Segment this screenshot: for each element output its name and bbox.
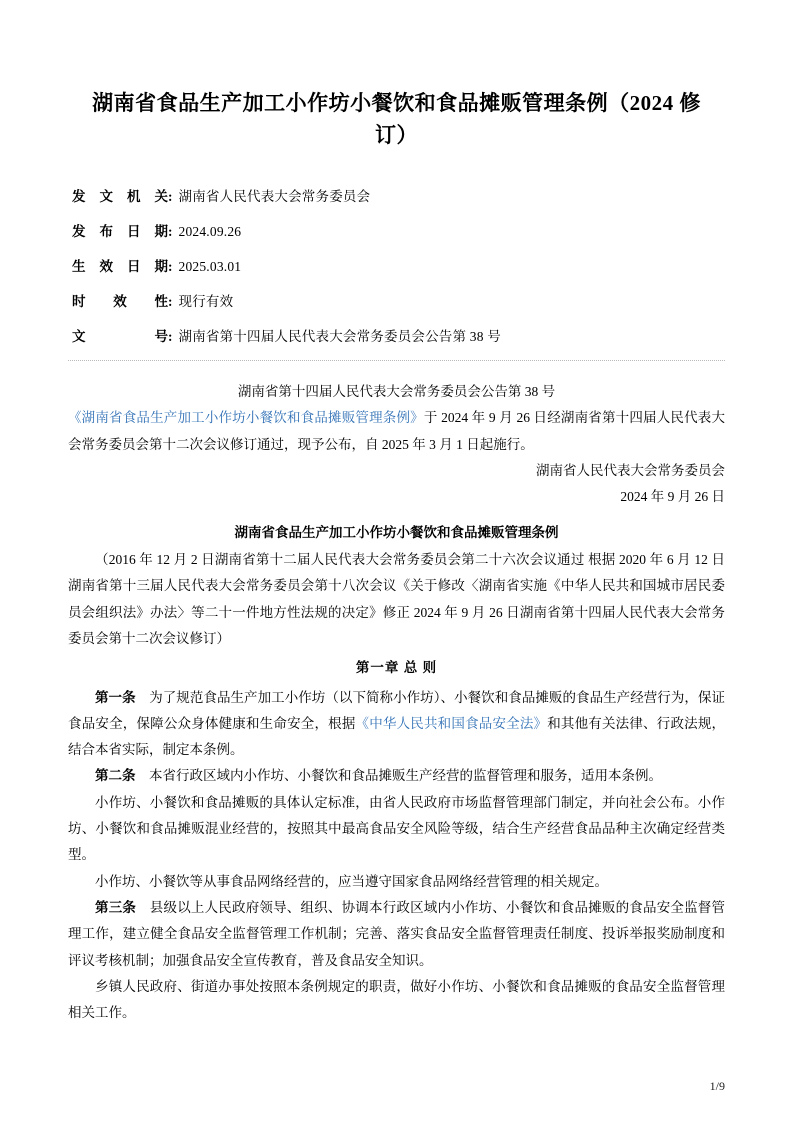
page-number: 1/9 xyxy=(709,1079,725,1093)
metadata-label: 文 号 xyxy=(72,329,168,344)
law-title: 湖南省食品生产加工小作坊小餐饮和食品摊贩管理条例 xyxy=(234,524,559,540)
metadata-value: 现行有效 xyxy=(178,294,234,309)
metadata-label: 生 效 日 期 xyxy=(72,259,168,274)
enactment-note: （2016 年 12 月 2 日湖南省第十二届人民代表大会常务委员会第二十六次会议通过 根据 2020 年 6 月 12 日湖南省第十三届人民代表大会常务委员会第十八次会议《关于修改〈湖南省实施《中华人民共和国城市居民委员会组织法》办法〉等二十一件地方性法规的决定》修正 2024 年 9 月 26 日湖南省第十四届人民代表大会常务委员会第十二次会议修订） xyxy=(68,551,725,646)
regulation-link[interactable]: 《湖南省食品生产加工小作坊小餐饮和食品摊贩管理条例》 xyxy=(68,410,424,426)
metadata-value: 2025.03.01 xyxy=(178,259,242,274)
food-safety-law-link[interactable]: 《中华人民共和国食品安全法》 xyxy=(355,715,548,731)
page-title: 湖南省食品生产加工小作坊小餐饮和食品摊贩管理条例（2024 修订） xyxy=(92,91,701,147)
metadata-colon: : xyxy=(168,294,173,309)
metadata-label: 发 文 机 关 xyxy=(72,189,168,204)
article-text: 县级以上人民政府领导、组织、协调本行政区域内小作坊、小餐饮和食品摊贩的食品安全监督管理工作，建立健全食品安全监督管理工作机制；完善、落实食品安全监督管理责任制度、投诉举报奖励制度和评议考核机制；加强食品安全宣传教育，普及食品安全知识。 xyxy=(68,900,726,968)
metadata-row-effective-date xyxy=(72,255,725,275)
announcement-paragraph xyxy=(68,405,725,458)
article-text: 本省行政区域内小作坊、小餐饮和食品摊贩生产经营的监督管理和服务，适用本条例。 xyxy=(135,768,662,784)
issue-date-line: 2024 年 9 月 26 日 xyxy=(620,489,725,505)
metadata-row-document-number xyxy=(72,325,725,345)
chapter-heading-1: 第一章 总 则 xyxy=(355,660,438,676)
metadata-colon: : xyxy=(168,224,173,239)
article-2-paragraph-3: 小作坊、小餐饮等从事食品网络经营的，应当遵守国家食品网络经营管理的相关规定。 xyxy=(95,873,608,889)
metadata-label: 时 效 性 xyxy=(72,294,168,309)
metadata-value: 湖南省人民代表大会常务委员会 xyxy=(178,189,371,204)
metadata-block xyxy=(72,185,725,345)
metadata-row-issuer xyxy=(72,185,725,205)
metadata-value: 2024.09.26 xyxy=(178,224,242,239)
article-2 xyxy=(68,763,725,789)
issuer-line: 湖南省人民代表大会常务委员会 xyxy=(536,462,725,478)
article-number: 第一条 xyxy=(95,689,136,705)
metadata-colon: : xyxy=(168,329,173,344)
article-1 xyxy=(68,685,725,764)
article-text-before-link: 为了规范食品生产加工小作坊（以下简称小作坊）、小餐饮和食品摊贩的食品生产经营行为，保证食品安全，保障公众身体健康和生命安全，根据 xyxy=(68,689,726,731)
metadata-row-publish-date xyxy=(72,220,725,240)
article-2-paragraph-2: 小作坊、小餐饮和食品摊贩的具体认定标准，由省人民政府市场监督管理部门制定，并向社会公布。小作坊、小餐饮和食品摊贩混业经营的，按照其中最高食品安全风险等级，结合生产经营食品品种主次确定经营类型。 xyxy=(68,794,725,863)
article-text-after-link: 和其他有关法律、行政法规，结合本省实际，制定本条例。 xyxy=(68,715,726,758)
article-number: 第三条 xyxy=(95,900,137,916)
metadata-colon: : xyxy=(168,259,173,274)
metadata-label: 发 布 日 期 xyxy=(72,224,168,239)
metadata-value: 湖南省第十四届人民代表大会常务委员会公告第 38 号 xyxy=(178,329,501,344)
section-divider xyxy=(68,360,725,361)
announcement-heading: 湖南省第十四届人民代表大会常务委员会公告第 38 号 xyxy=(237,384,556,399)
metadata-colon: : xyxy=(168,189,173,204)
announcement-body-text: 于 2024 年 9 月 26 日经湖南省第十四届人民代表大会常务委员会第十二次会议修订通过，现予公布，自 2025 年 3 月 1 日起施行。 xyxy=(68,410,725,452)
article-3 xyxy=(68,895,725,974)
article-3-paragraph-2: 乡镇人民政府、街道办事处按照本条例规定的职责，做好小作坊、小餐饮和食品摊贩的食品安全监督管理相关工作。 xyxy=(68,978,725,1021)
article-number: 第二条 xyxy=(95,768,136,784)
metadata-row-validity xyxy=(72,290,725,310)
